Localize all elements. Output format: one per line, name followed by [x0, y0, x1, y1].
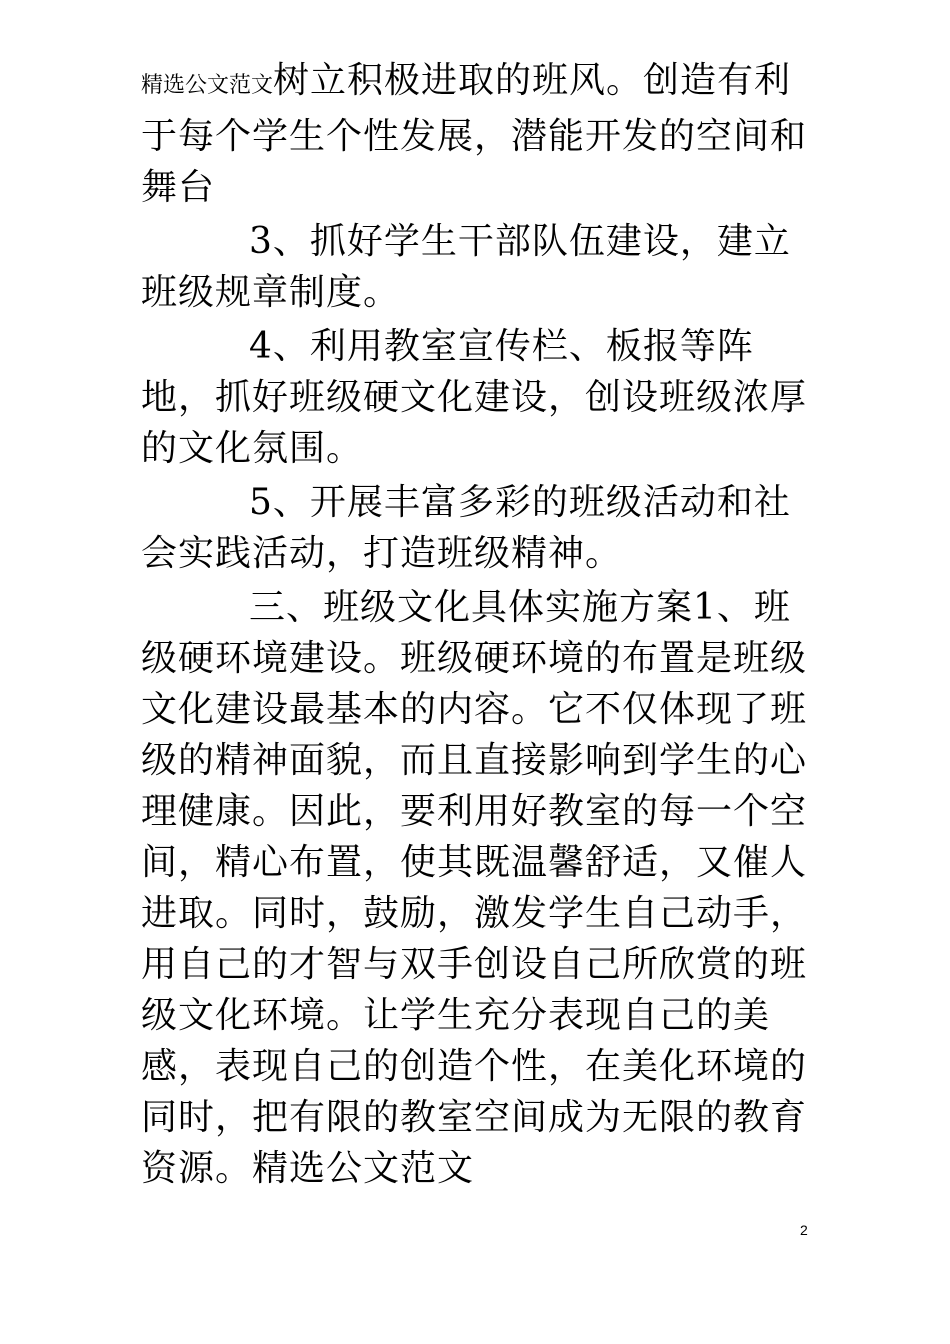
- page-number: 2: [800, 1222, 808, 1238]
- header-watermark-text: 精选公文范文: [141, 73, 274, 98]
- paragraph-item-4: 4、利用教室宣传栏、板报等阵地，抓好班级硬文化建设，创设班级浓厚的文化氛围。: [141, 326, 808, 469]
- paragraph-section-3: 三、班级文化具体实施方案1、班级硬环境建设。班级硬环境的布置是班级文化建设最基本的内容。它不仅体现了班级的精神面貌，而且直接影响到学生的心理健康。因此，要利用好教室的每一个空间，精心布置，使其既温馨舒适，又催人进取。同时，鼓励，激发学生自己动手，用自己的才智与双手创设自己所欣赏的班级文化环境。让学生充分表现自己的美感，表现自己的创造个性，在美化环境的同时，把有限的教室空间成为无限的教育资源。精选公文范文: [141, 587, 808, 1189]
- paragraph-item-3: 3、抓好学生干部队伍建设，建立班级规章制度。: [141, 221, 791, 313]
- paragraph-item-5: 5、开展丰富多彩的班级活动和社会实践活动，打造班级精神。: [141, 482, 791, 574]
- body-text: [141, 55, 813, 1194]
- paragraph-continuation: [141, 55, 813, 213]
- paragraph-text: 树立积极进取的班风。创造有利于每个学生个性发展，潜能开发的空间和舞台: [141, 60, 808, 208]
